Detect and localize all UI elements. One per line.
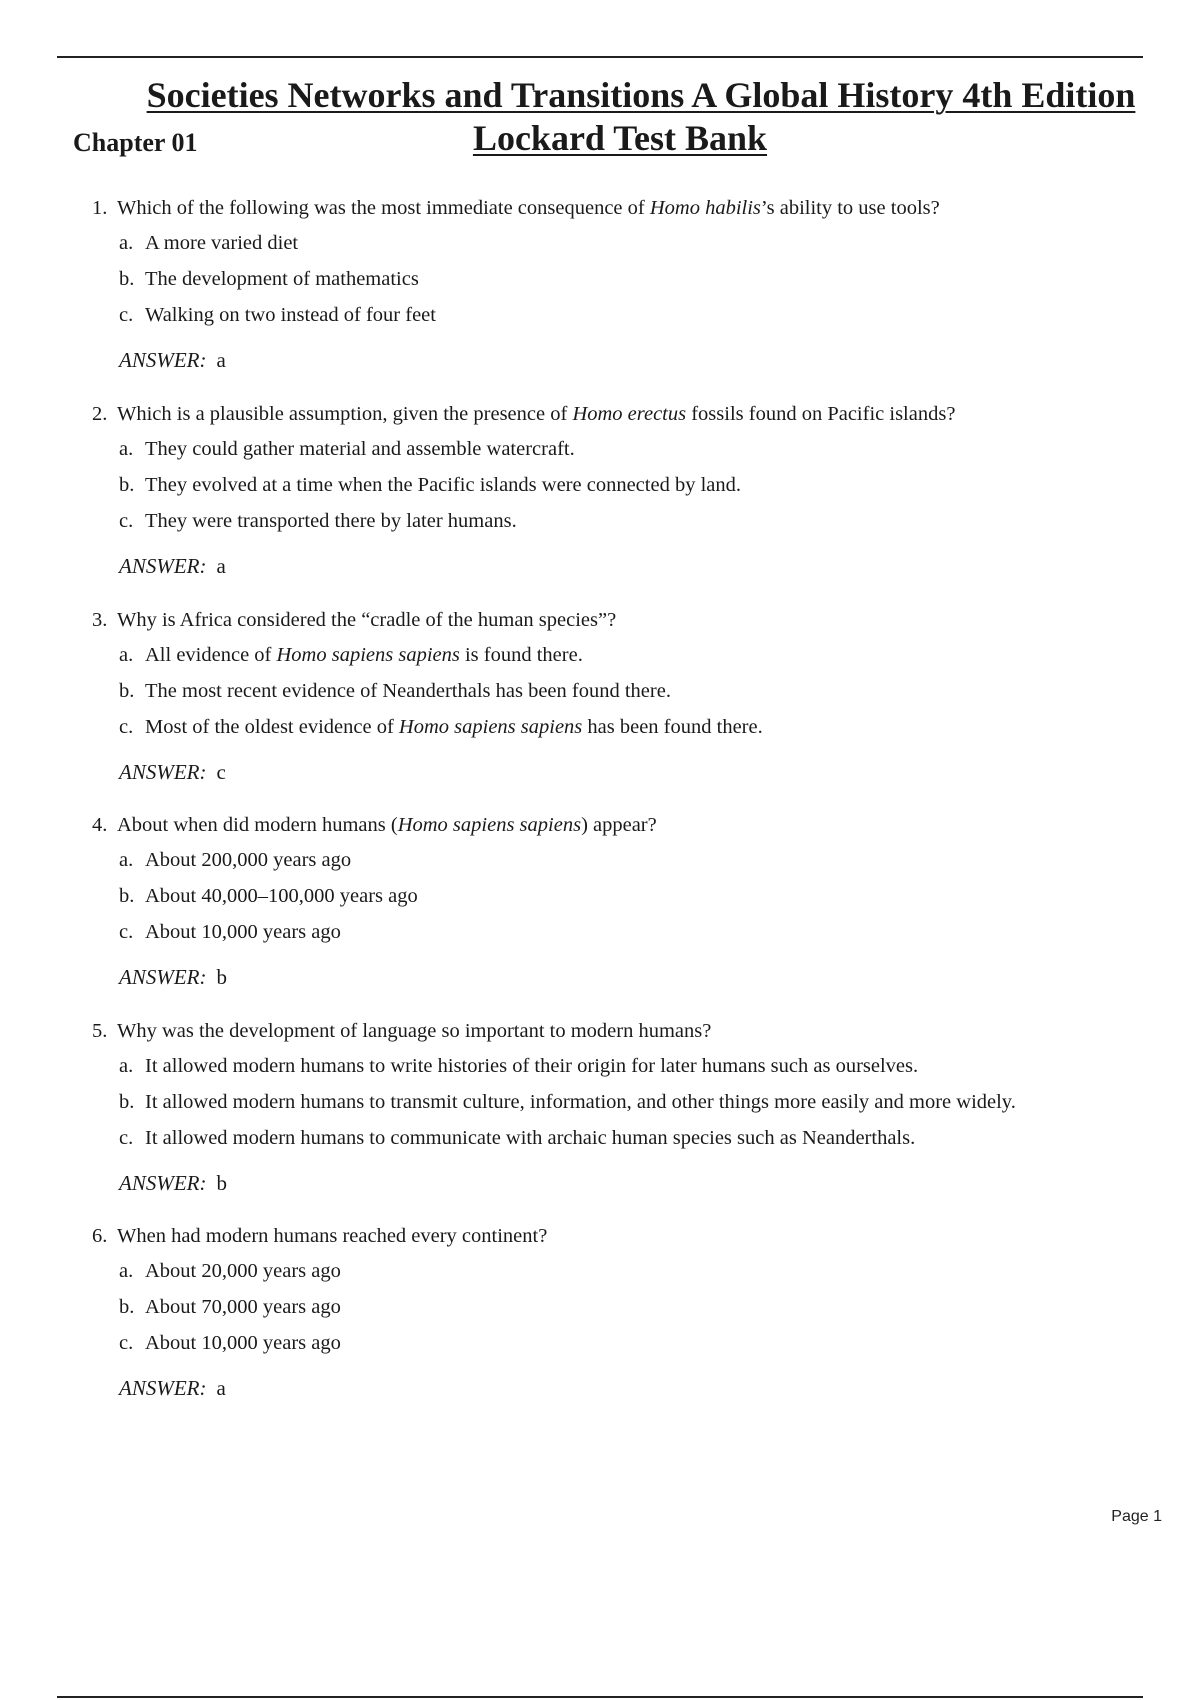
option-a: [119, 431, 1132, 467]
answer-value: a: [216, 1376, 226, 1400]
option-c: [119, 709, 1132, 745]
option-list: [119, 1253, 1132, 1361]
question-number: 5.: [92, 1020, 108, 1042]
question-number: 1.: [92, 197, 108, 219]
question-3: [92, 605, 1132, 787]
option-text: About 200,000 years ago: [145, 849, 352, 871]
option-list: [119, 1048, 1132, 1156]
option-text: It allowed modern humans to write histories of their origin for later humans such as ourselves.: [145, 1055, 919, 1077]
option-c: [119, 1325, 1132, 1361]
answer-label: ANSWER:: [119, 1376, 207, 1400]
option-letter: a.: [119, 438, 134, 460]
stem-text: Which of the following was the most immediate consequence of: [117, 197, 650, 219]
option-c: [119, 1120, 1132, 1156]
question-2: [92, 399, 1132, 581]
option-list: [119, 842, 1132, 950]
answer-label: ANSWER:: [119, 1171, 207, 1195]
option-text: It allowed modern humans to communicate with archaic human species such as Neanderthals.: [145, 1127, 916, 1149]
option-text: About 70,000 years ago: [145, 1296, 341, 1318]
answer-value: b: [216, 965, 227, 989]
option-letter: c.: [119, 921, 134, 943]
question-stem: [92, 193, 1132, 223]
option-letter: b.: [119, 1091, 135, 1113]
option-text: They could gather material and assemble watercraft.: [145, 438, 575, 460]
answer-label: ANSWER:: [119, 348, 207, 372]
bottom-rule: [57, 1696, 1143, 1698]
option-text: They evolved at a time when the Pacific islands were connected by land.: [145, 474, 741, 496]
title-line-2: Lockard Test Bank: [472, 118, 768, 158]
option-letter: a.: [119, 1055, 134, 1077]
stem-text: ) appear?: [581, 814, 657, 836]
option-letter: c.: [119, 716, 134, 738]
option-text: It allowed modern humans to transmit culture, information, and other things more easily and more widely.: [145, 1091, 1016, 1113]
option-text: All evidence of: [145, 644, 277, 666]
stem-text: Why is Africa considered the “cradle of the human species”?: [117, 609, 617, 631]
option-text: About 20,000 years ago: [145, 1260, 341, 1282]
question-number: 3.: [92, 609, 108, 631]
option-letter: b.: [119, 1296, 135, 1318]
question-stem: [92, 810, 1132, 840]
option-text: About 10,000 years ago: [145, 1332, 341, 1354]
question-4: [92, 810, 1132, 992]
question-stem: [92, 1016, 1132, 1046]
option-b: [119, 1289, 1132, 1325]
answer-value: a: [216, 554, 226, 578]
option-letter: b.: [119, 680, 135, 702]
option-c: [119, 297, 1132, 333]
option-a: [119, 637, 1132, 673]
question-5: [92, 1016, 1132, 1198]
question-stem: [92, 399, 1132, 429]
answer-line: [119, 345, 1132, 375]
question-number: 2.: [92, 403, 108, 425]
question-number: 6.: [92, 1225, 108, 1247]
answer-line: [119, 757, 1132, 787]
option-a: [119, 1048, 1132, 1084]
option-letter: c.: [119, 1127, 134, 1149]
option-text: Most of the oldest evidence of: [145, 716, 399, 738]
option-b: [119, 1084, 1132, 1120]
option-letter: c.: [119, 510, 134, 532]
option-text: The most recent evidence of Neanderthals has been found there.: [145, 680, 671, 702]
option-letter: a.: [119, 849, 134, 871]
question-6: [92, 1221, 1132, 1403]
option-list: [119, 225, 1132, 333]
option-text: They were transported there by later humans.: [145, 510, 517, 532]
answer-line: [119, 1373, 1132, 1403]
option-a: [119, 225, 1132, 261]
question-1: [92, 193, 1132, 375]
question-stem: [92, 605, 1132, 635]
question-number: 4.: [92, 814, 108, 836]
option-text: is found there.: [459, 644, 583, 666]
option-letter: a.: [119, 1260, 134, 1282]
option-text: Walking on two instead of four feet: [145, 304, 436, 326]
option-text: has been found there.: [582, 716, 763, 738]
option-a: [119, 842, 1132, 878]
stem-italic-text: Homo habilis: [649, 197, 761, 219]
stem-italic-text: Homo sapiens sapiens: [397, 814, 582, 836]
option-list: [119, 637, 1132, 745]
option-b: [119, 878, 1132, 914]
option-list: [119, 431, 1132, 539]
answer-line: [119, 1168, 1132, 1198]
answer-label: ANSWER:: [119, 554, 207, 578]
answer-value: b: [216, 1171, 227, 1195]
top-rule: [57, 56, 1143, 58]
chapter-heading: Chapter 01: [73, 128, 198, 157]
option-b: [119, 467, 1132, 503]
stem-text: When had modern humans reached every continent?: [117, 1225, 548, 1247]
stem-italic-text: Homo erectus: [572, 403, 687, 425]
option-italic-text: Homo sapiens sapiens: [276, 644, 460, 666]
option-letter: c.: [119, 1332, 134, 1354]
option-text: A more varied diet: [145, 232, 299, 254]
page-number: Page 1: [1111, 1508, 1162, 1525]
title-line-1: Societies Networks and Transitions A Global History 4th Edition: [146, 75, 1136, 115]
stem-text: Which is a plausible assumption, given the presence of: [117, 403, 573, 425]
option-letter: b.: [119, 474, 135, 496]
option-a: [119, 1253, 1132, 1289]
option-italic-text: Homo sapiens sapiens: [398, 716, 583, 738]
option-c: [119, 914, 1132, 950]
option-letter: b.: [119, 885, 135, 907]
answer-value: a: [216, 348, 226, 372]
question-stem: [92, 1221, 1132, 1251]
option-letter: a.: [119, 644, 134, 666]
option-letter: c.: [119, 304, 134, 326]
stem-text: fossils found on Pacific islands?: [686, 403, 956, 425]
option-letter: a.: [119, 232, 134, 254]
answer-value: c: [216, 760, 226, 784]
option-text: About 10,000 years ago: [145, 921, 341, 943]
option-c: [119, 503, 1132, 539]
option-text: The development of mathematics: [145, 268, 419, 290]
stem-text: About when did modern humans (: [117, 814, 398, 836]
option-b: [119, 261, 1132, 297]
option-letter: b.: [119, 268, 135, 290]
answer-line: [119, 551, 1132, 581]
answer-label: ANSWER:: [119, 760, 207, 784]
stem-text: ’s ability to use tools?: [760, 197, 940, 219]
option-b: [119, 673, 1132, 709]
answer-label: ANSWER:: [119, 965, 207, 989]
answer-line: [119, 962, 1132, 992]
stem-text: Why was the development of language so important to modern humans?: [117, 1020, 712, 1042]
option-text: About 40,000–100,000 years ago: [145, 885, 418, 907]
